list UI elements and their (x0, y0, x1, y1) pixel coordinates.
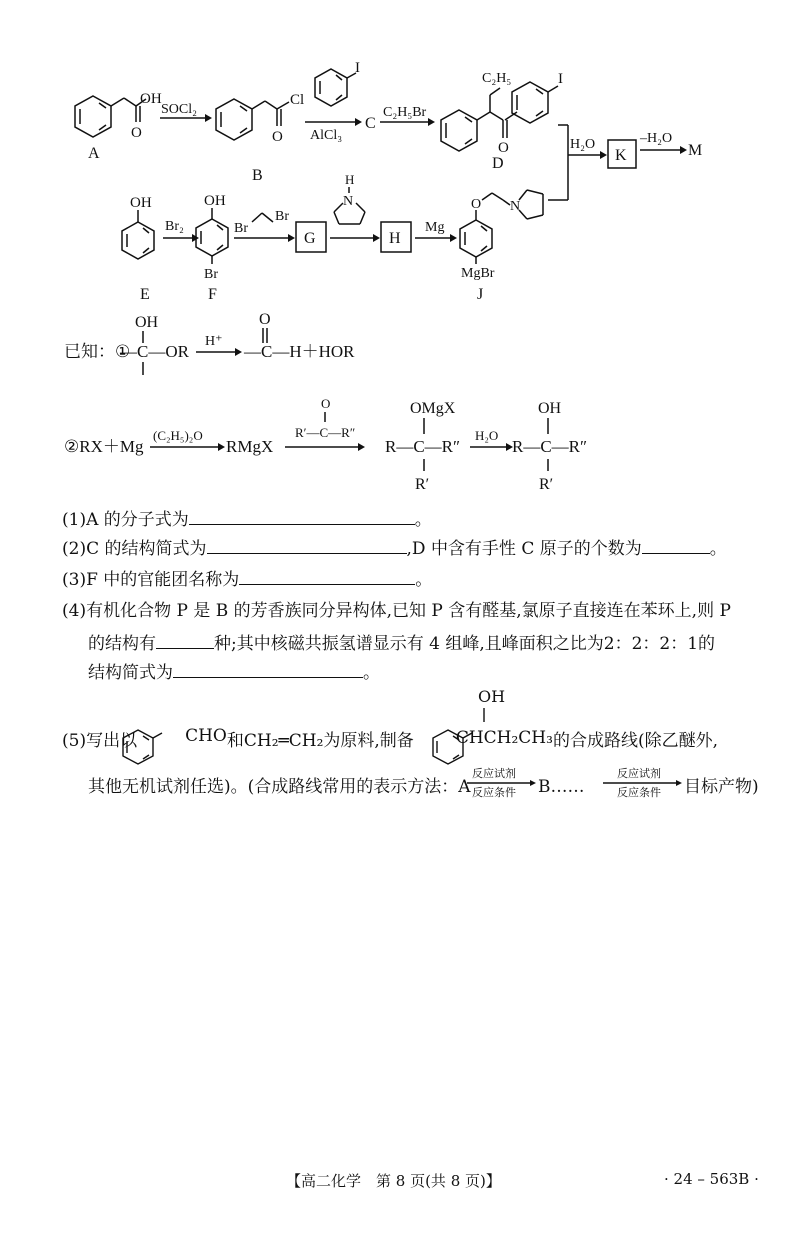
reagent-h2o: H₂O (570, 137, 596, 152)
compound-a (75, 91, 162, 162)
br1: Br (234, 221, 248, 236)
label-j: J (477, 286, 484, 303)
reagent-mg: Mg (425, 220, 445, 235)
r2-oh: OH (538, 400, 562, 417)
reagent-c2h5br: C₂H₅Br (383, 105, 427, 120)
q4-text-a: (4)有机化合物 P 是 B 的芳香族同分异构体,已知 P 含有醛基,氯原子直接连在苯环上,则 P (62, 601, 731, 621)
compound-f (196, 193, 228, 303)
reagent-socl2: SOCl₂ (161, 102, 198, 117)
known-reaction-1 (64, 311, 355, 375)
r1-right: —C—H＋HOR (244, 342, 355, 361)
q5-oh (478, 686, 505, 708)
question-5a (62, 726, 718, 752)
answer-blank-4b[interactable] (173, 661, 363, 678)
compound-e (122, 195, 154, 303)
q2-text-b: ,D 中含有手性 C 原子的个数为 (406, 539, 642, 559)
r2-end: R—C—R″ (512, 437, 588, 456)
br2: Br (275, 209, 289, 224)
route-end (684, 776, 759, 798)
label-m: M (688, 142, 703, 159)
r2-mid: R—C—R″ (385, 437, 461, 456)
q5-text-b: 和CH₂═CH₂为原料,制备 (226, 731, 414, 751)
footer-code: · 24 – 563B · (664, 1170, 759, 1188)
route-reagent-2-text: 反应试剂 (617, 767, 661, 780)
q1-period: 。 (414, 510, 432, 530)
r2-ether: (C₂H₅)₂O (153, 428, 203, 443)
compound-j (460, 190, 543, 303)
d-ethyl: C₂H₅ (482, 71, 512, 86)
q2-period: 。 (709, 539, 727, 559)
known-prefix: 已知：① (64, 342, 131, 362)
q3-text: (3)F 中的官能团名称为 (62, 570, 240, 590)
r1-left: —C—OR (120, 342, 189, 361)
q5-oh-text: OH (478, 687, 506, 706)
r2-start: ②RX＋Mg (64, 437, 144, 456)
route-condition-2 (617, 787, 661, 799)
b-o: O (272, 129, 283, 145)
answer-blank-3[interactable] (239, 568, 415, 585)
route-reagent-1-text: 反应试剂 (472, 767, 516, 780)
q4-text-b1: 的结构有 (88, 634, 156, 654)
route-reagent-2 (617, 768, 661, 780)
route-condition-1 (472, 787, 516, 799)
j-mgbr: MgBr (461, 266, 495, 281)
reagent-br2: Br₂ (165, 219, 184, 234)
route-end-text: 目标产物) (684, 777, 759, 797)
r2-r2: R′ (539, 476, 554, 493)
synthesis-scheme (0, 0, 800, 500)
question-4a (62, 600, 731, 622)
label-f: F (208, 286, 217, 303)
r2-h2o: H₂O (475, 428, 499, 443)
j-n: N (510, 199, 521, 214)
question-2 (62, 537, 727, 560)
j-o: O (471, 197, 482, 212)
label-c: C (365, 115, 376, 132)
r1-hplus: H⁺ (205, 334, 223, 349)
reagent-minus-h2o: –H₂O (640, 131, 673, 146)
i1: I (355, 60, 360, 76)
route-condition-1-text: 反应条件 (472, 786, 516, 799)
r2-ketone: R′—C—R″ (295, 425, 356, 440)
compound-d (441, 71, 563, 172)
f-oh: OH (204, 193, 226, 209)
r1-oh: OH (135, 314, 159, 331)
r2-rmgx: RMgX (226, 437, 274, 456)
d-o: O (498, 140, 509, 156)
question-1 (62, 508, 432, 531)
label-e: E (140, 286, 150, 303)
route-condition-2-text: 反应条件 (617, 786, 661, 799)
f-br: Br (204, 267, 218, 282)
q5-product: CHCH₂CH₃ (455, 728, 553, 748)
label-k: K (615, 147, 627, 164)
label-b: B (252, 167, 263, 184)
q2-text-a: (2)C 的结构简式为 (62, 539, 207, 559)
e-oh: OH (130, 195, 152, 211)
a-oh: OH (140, 91, 162, 107)
paper-code (664, 1170, 759, 1188)
q5-text-c: 的合成路线(除乙醚外, (552, 731, 718, 751)
q5-text-d: 其他无机试剂任选)。(合成路线常用的表示方法：A (88, 777, 471, 797)
page-footer (286, 1170, 501, 1191)
label-d: D (492, 155, 504, 172)
q5-text-a: (5)写出以 (62, 731, 138, 751)
route-reagent-1 (472, 768, 516, 780)
footer-center: 【高二化学 第 8 页(共 8 页)】 (286, 1172, 501, 1190)
q5-cho: CHO (185, 726, 227, 746)
r1-o: O (259, 311, 271, 328)
r2-r1: R′ (415, 476, 430, 493)
answer-blank-4a[interactable] (156, 632, 214, 649)
answer-blank-1[interactable] (189, 508, 415, 525)
known-reaction-2 (64, 396, 587, 493)
r2-omgx: OMgX (410, 400, 456, 417)
answer-blank-2a[interactable] (207, 537, 407, 554)
q4-period: 。 (363, 663, 380, 683)
route-mid-text: B…… (538, 777, 585, 797)
question-5b (88, 776, 471, 798)
a-o: O (131, 125, 142, 141)
q4-text-c: 结构简式为 (88, 663, 173, 683)
question-3 (62, 568, 432, 591)
pyrrolidine-n: N (343, 194, 354, 209)
pyrrolidine (334, 172, 365, 224)
label-a: A (88, 145, 100, 162)
route-mid (538, 776, 585, 798)
label-h: H (389, 230, 401, 247)
q1-text: (1)A 的分子式为 (62, 510, 189, 530)
nh-h: H (345, 172, 355, 187)
question-4b (88, 632, 715, 655)
label-g: G (304, 230, 316, 247)
r2-o: O (321, 396, 331, 411)
b-cl: Cl (290, 92, 305, 108)
iodobenzene (315, 60, 360, 106)
q3-period: 。 (415, 570, 433, 590)
q4-text-b2: 种;其中核磁共振氢谱显示有 4 组峰,且峰面积之比为2：2：2：1的 (214, 634, 716, 654)
d-i: I (558, 71, 563, 87)
answer-blank-2b[interactable] (642, 537, 710, 554)
reagent-alcl3: AlCl₃ (310, 128, 343, 143)
compound-b (216, 92, 304, 184)
